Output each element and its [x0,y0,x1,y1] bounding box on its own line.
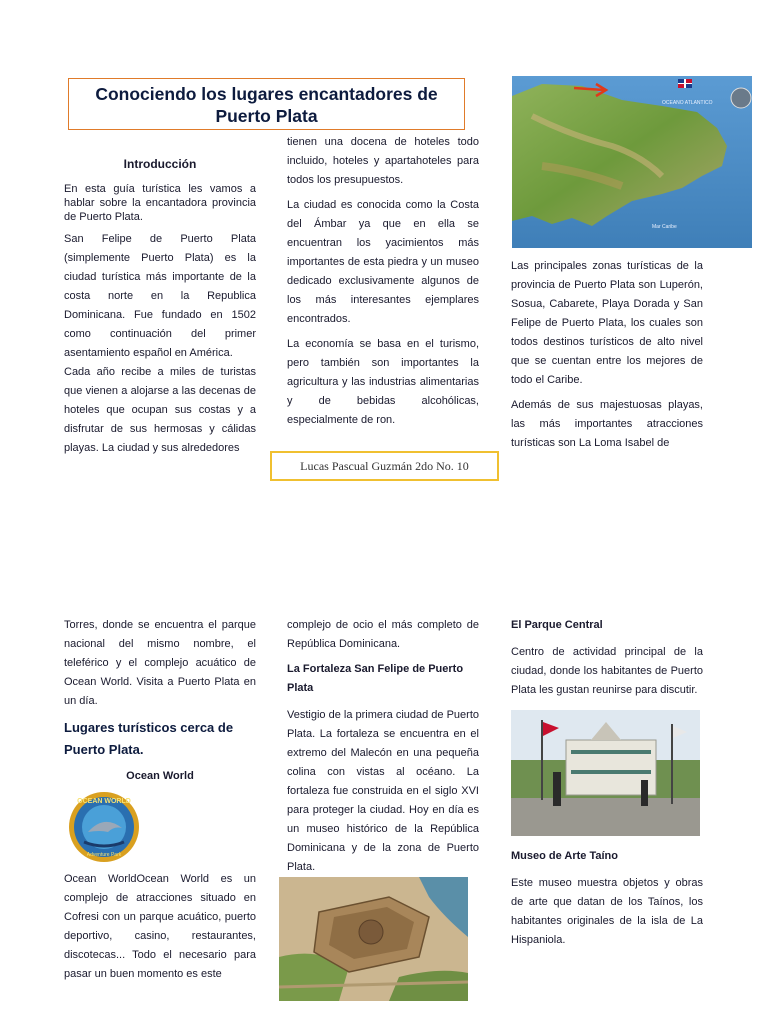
map-illustration [512,76,752,248]
map-ocean-label: OCEANO ATLANTICO [662,100,713,106]
map-sea-label: Mar Caribe [652,224,677,230]
right-column [511,257,703,459]
page2-left-column [64,616,256,990]
central-park-paragraph: Centro de actividad principal de la ciudad, donde los habitantes de Puerto Plata les gustan reunirse para discutir. [511,646,703,696]
intro-paragraph-3: Cada año recibe a miles de turistas que vienen a alojarse a las decenas de hoteles que ocupan sus costas y a disfrutar de sus hermosas y cálidas playas. La ciudad y sus alrededores [64,366,256,454]
author-box [270,451,499,481]
fortress-photo [279,877,468,1001]
page2-middle-column [287,616,479,883]
ocean-world-paragraph: Ocean WorldOcean World es un complejo de atracciones situado en Cofresi con un parque acuático, puerto deportivo, casino, restaurantes, discotecas... Todo el necesario para pasar un buen momento es este [64,873,256,980]
museum-section [511,847,703,956]
intro-column [64,155,256,464]
fortress-heading: La Fortaleza San Felipe de Puerto Plata [287,663,464,694]
logo-text-top: OCEAN WORLD [77,798,131,805]
amber-coast-paragraph: La ciudad es conocida como la Costa del Ámbar ya que en ella se encuentran los yacimientos más importantes de esta piedra y un museo dedicado exclusivamente algunos de los más interesantes ejemplares encontrados. [287,199,479,325]
ocean-world-heading: Ocean World [126,770,194,782]
intro-paragraph-2: San Felipe de Puerto Plata (simplemente Puerto Plata) es la ciudad turística más importante de la costa norte en la Republica Dominicana. Fue fundado en 1502 como continuación del primer asentamiento español en América. [64,233,256,359]
fortress-paragraph: Vestigio de la primera ciudad de Puerto Plata. La fortaleza se encuentra en el extremo del Malecón en una pequeña colina con vistas al océano. La fortaleza fue construida en el siglo XVI para proteger la ciudad. Hoy en día es un museo histórico de la República Dominicana y de la zona de Puerto Plata. [287,709,480,873]
central-park-photo [511,710,700,836]
attractions-paragraph: Además de sus majestuosas playas, las más importantes atracciones turísticas son La Loma Isabel de [511,399,703,449]
hotels-paragraph: tienen una docena de hoteles todo incluido, hoteles y apartahoteles para todos los presupuestos. [287,136,479,186]
zones-paragraph: Las principales zonas turísticas de la provincia de Puerto Plata son Luperón, Sosua, Cabarete, Playa Dorada y San Felipe de Puerto Plata, los cuales son todos destinos turísticos de alto nivel que se cuentan entre los mejores de todo el Caribe. [511,260,703,386]
nearby-places-heading: Lugares turísticos cerca de Puerto Plata. [64,720,234,757]
fortress-illustration [279,877,468,1001]
intro-heading: Introducción [123,157,197,171]
title-text: Conociendo los lugares encantadores de Puerto Plata [95,84,438,126]
economy-paragraph: La economía se basa en el turismo, pero también son importantes la agricultura y las industrias alimentarias y de bebidas alcohólicas, especialmente de ron. [287,338,479,426]
central-park-illustration [511,710,700,836]
leisure-paragraph: complejo de ocio el más completo de República Dominicana. [287,619,479,650]
torres-paragraph: Torres, donde se encuentra el parque nacional del mismo nombre, el teleférico y el complejo acuático de Ocean World. Visita a Puerto Plata en un día. [64,619,256,707]
intro-paragraph-1: En esta guía turística les vamos a hablar sobre la encantadora provincia de Puerto Plata. [64,183,256,223]
middle-column [287,133,479,436]
central-park-heading: El Parque Central [511,619,603,631]
author-text: Lucas Pascual Guzmán 2do No. 10 [300,459,469,473]
page2-right-column [511,616,703,706]
ocean-world-logo [64,788,256,866]
logo-text-bottom: Adventure Park [86,852,122,858]
museum-heading: Museo de Arte Taíno [511,850,618,862]
page-title [68,78,465,130]
museum-paragraph: Este museo muestra objetos y obras de arte que datan de los Taínos, los habitantes originales de la isla de La Hispaniola. [511,877,703,946]
ocean-world-logo-icon [66,788,146,866]
puerto-plata-map [512,76,752,248]
